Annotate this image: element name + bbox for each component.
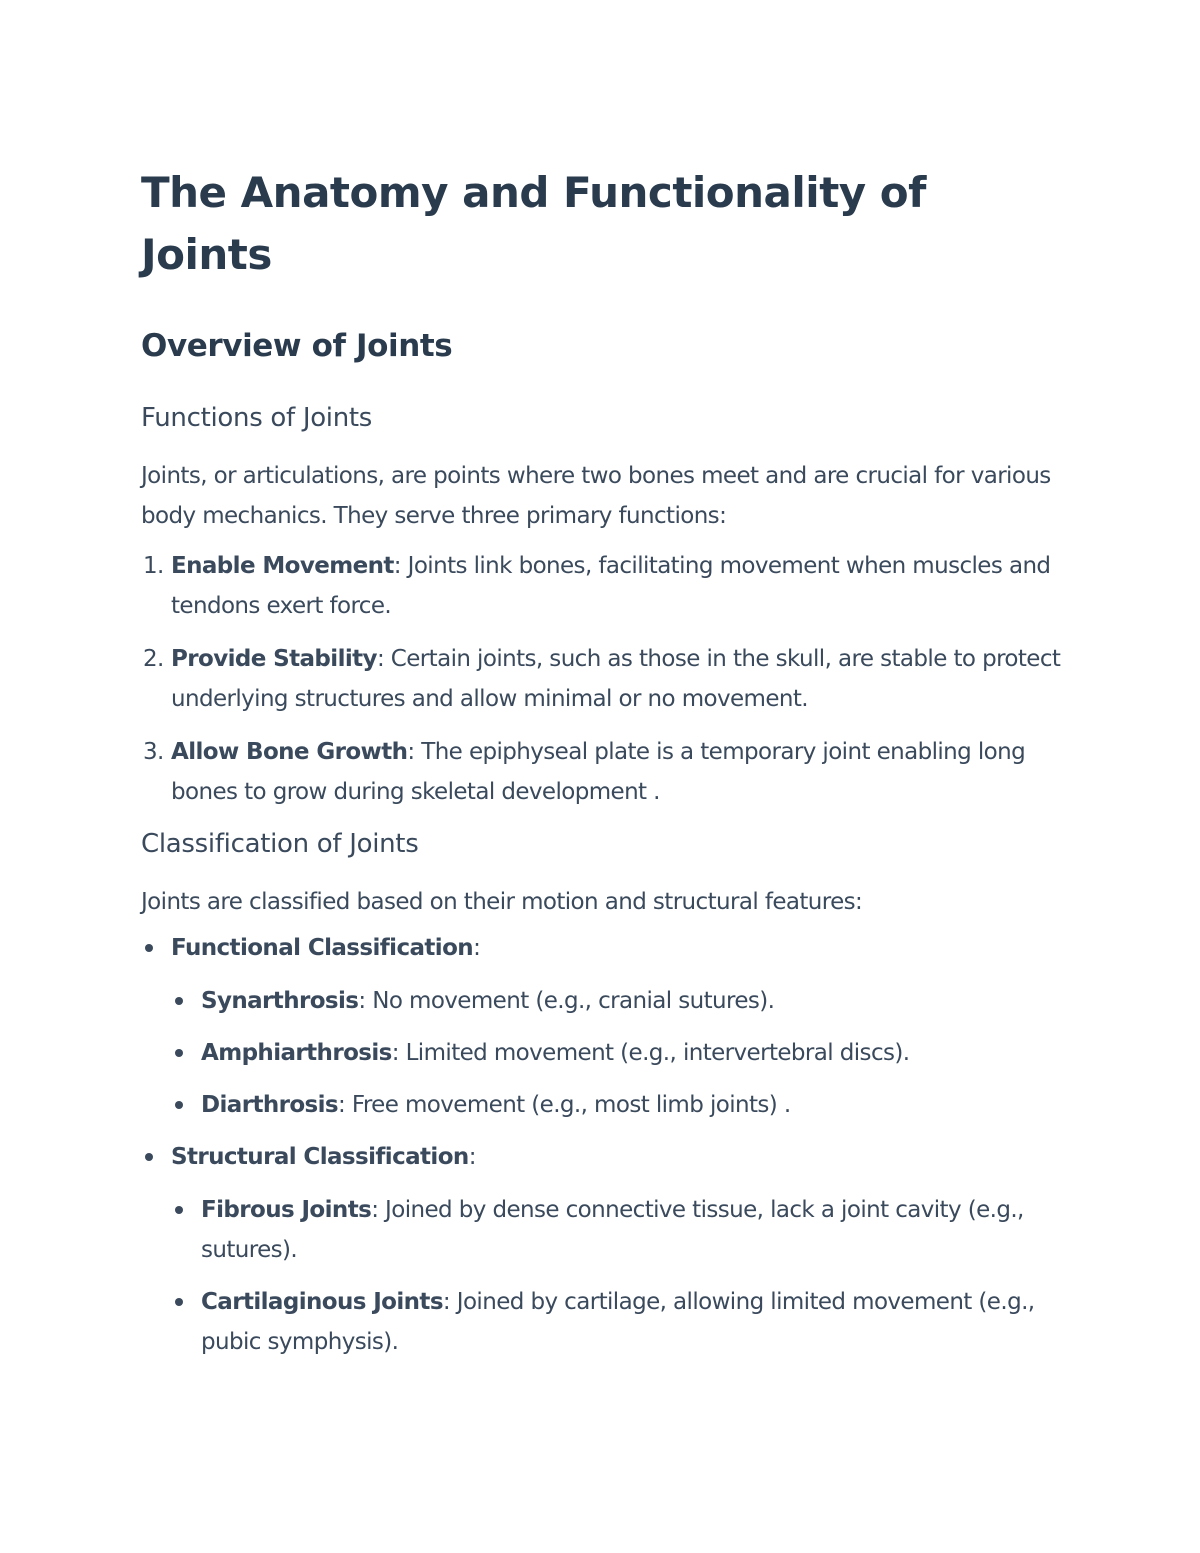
list-item [171,981,1061,1021]
bullet-icon [175,1049,183,1057]
subheading-functions: Functions of Joints [141,403,373,433]
list-term: Diarthrosis [201,1092,339,1118]
list-term: Synarthrosis [201,988,359,1014]
document-page [141,162,1061,1374]
bullet-icon [175,1298,183,1306]
list-text: : The epiphyseal plate is a temporary joint enabling long bones to grow during skeletal development . [171,739,1026,805]
section-heading-overview: Overview of Joints [141,328,453,364]
subheading-classification: Classification of Joints [141,829,419,859]
list-item-structural [141,1137,1061,1362]
list-term: Allow Bone Growth [171,739,408,765]
structural-sublist [171,1190,1061,1362]
list-item [141,546,1061,626]
page-title: The Anatomy and Functionality of Joints [141,168,926,279]
list-label: Functional Classification [171,935,474,961]
list-item [171,1190,1061,1270]
list-suffix: : [468,1144,476,1170]
list-text: : Limited movement (e.g., intervertebral discs). [391,1040,910,1066]
bullet-icon [145,944,153,952]
list-text: : No movement (e.g., cranial sutures). [358,988,775,1014]
list-text: : Free movement (e.g., most limb joints) . [338,1092,791,1118]
functions-list [141,546,1061,812]
list-number: 1. [143,553,164,579]
list-term: Cartilaginous Joints [201,1289,443,1315]
classification-list [141,928,1061,1362]
list-item [171,1033,1061,1073]
list-term: Amphiarthrosis [201,1040,392,1066]
bullet-icon [145,1153,153,1161]
list-item [171,1282,1061,1362]
list-term: Enable Movement [171,553,394,579]
list-number: 2. [143,646,164,672]
list-term: Provide Stability [171,646,377,672]
functions-intro: Joints, or articulations, are points where two bones meet and are crucial for various body mechanics. They serve three primary functions: [141,463,1051,529]
list-item-functional [141,928,1061,1125]
list-suffix: : [473,935,481,961]
list-text: : Joined by cartilage, allowing limited movement (e.g., pubic symphysis). [201,1289,1035,1355]
bullet-icon [175,997,183,1005]
list-text: : Joints link bones, facilitating movement when muscles and tendons exert force. [171,553,1051,619]
functional-sublist [171,981,1061,1125]
list-item [171,1085,1061,1125]
list-text: : Joined by dense connective tissue, lack a joint cavity (e.g., sutures). [201,1197,1024,1263]
list-label: Structural Classification [171,1144,469,1170]
classification-intro: Joints are classified based on their motion and structural features: [141,889,863,915]
list-item [141,732,1061,812]
bullet-icon [175,1206,183,1214]
bullet-icon [175,1101,183,1109]
list-text: : Certain joints, such as those in the skull, are stable to protect underlying structures and allow minimal or no movement. [171,646,1061,712]
list-number: 3. [143,739,164,765]
list-item [141,639,1061,719]
list-term: Fibrous Joints [201,1197,372,1223]
